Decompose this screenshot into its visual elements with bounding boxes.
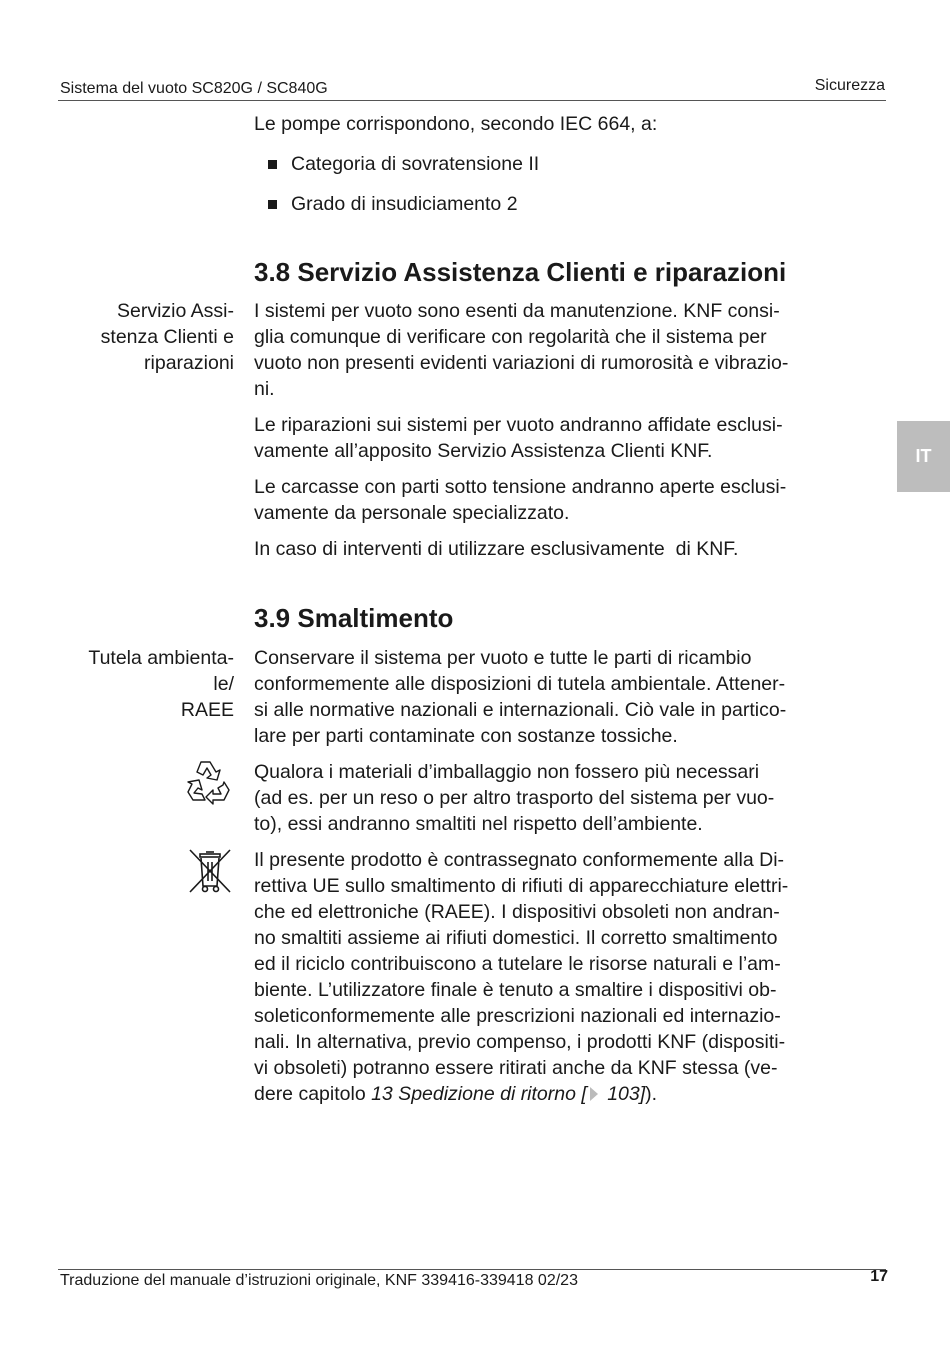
service-paragraphs xyxy=(254,298,879,572)
service-paragraph-3 xyxy=(254,474,879,526)
intro-text: Le pompe corrispondono, secondo IEC 664, a: xyxy=(254,113,658,135)
language-tab: IT xyxy=(897,421,950,492)
section-heading-service: 3.8 Servizio Assistenza Clienti e riparazioni xyxy=(254,257,787,287)
disposal-paragraph-2 xyxy=(254,759,879,837)
service-paragraph-4: In caso di interventi di utilizzare esclusivamente di KNF. xyxy=(254,538,739,560)
disposal-paragraph-1 xyxy=(254,645,879,749)
header-document-title: Sistema del vuoto SC820G / SC840G xyxy=(60,80,328,97)
text-line: Conservare il sistema per vuoto e tutte le parti di ricambio xyxy=(254,647,752,669)
text-line: nali. In alternativa, previo compenso, i prodotti KNF (dispositi- xyxy=(254,1031,786,1053)
text-line: Le carcasse con parti sotto tensione andranno aperte esclusi- xyxy=(254,476,787,498)
text-line: I sistemi per vuoto sono esenti da manutenzione. KNF consi- xyxy=(254,300,780,322)
bullet-item: Grado di insudiciamento 2 xyxy=(254,191,879,217)
cross-reference-link[interactable] xyxy=(371,1083,645,1105)
text-line: conformemente alle disposizioni di tutela ambientale. Attener- xyxy=(254,673,786,695)
disposal-paragraphs xyxy=(254,645,879,1117)
margin-label-line: Tutela ambienta- xyxy=(88,647,234,669)
text-line: (ad es. per un reso o per altro trasporto del sistema per vuo- xyxy=(254,787,775,809)
text-line: che ed elettroniche (RAEE). I dispositivi obsoleti non andran- xyxy=(254,901,780,923)
text-line: to), essi andranno smaltiti nel rispetto dell’ambiente. xyxy=(254,813,703,835)
text-line: soleticonformemente alle prescrizioni nazionali ed internazio- xyxy=(254,1005,781,1027)
margin-label-line: Servizio Assi- xyxy=(116,300,234,322)
margin-label-disposal xyxy=(34,645,234,723)
weee-crossed-bin-icon xyxy=(186,846,234,896)
text-line: dere capitolo xyxy=(254,1083,372,1105)
text-line: ). xyxy=(645,1083,658,1105)
margin-label-line: riparazioni xyxy=(144,352,234,374)
margin-label-line: le/ xyxy=(213,673,234,695)
text-line: no smaltiti assieme ai rifiuti domestici. Il corretto smaltimento xyxy=(254,927,778,949)
text-line: glia comunque di verificare con regolarità che il sistema per xyxy=(254,326,767,348)
recycling-icon xyxy=(183,758,235,808)
margin-label-service xyxy=(34,298,234,376)
text-line: si alle normative nazionali e internazionali. Ciò vale in partico- xyxy=(254,699,787,721)
intro-block xyxy=(254,111,879,217)
cross-reference-text: 13 Spedizione di ritorno [ xyxy=(371,1083,587,1105)
text-line: vamente da personale specializzato. xyxy=(254,502,570,524)
cross-reference-page: 103] xyxy=(601,1083,646,1105)
text-line: biente. L’utilizzatore finale è tenuto a smaltire i dispositivi ob- xyxy=(254,979,777,1001)
page-number: 17 xyxy=(870,1268,888,1285)
cross-reference-arrow-icon xyxy=(590,1087,598,1101)
footer-divider xyxy=(58,1269,886,1270)
text-line: Il presente prodotto è contrassegnato conformemente alla Di- xyxy=(254,849,785,871)
margin-label-line: RAEE xyxy=(180,699,234,721)
intro-bullet-list xyxy=(254,151,879,217)
text-line: vamente all’apposito Servizio Assistenza Clienti KNF. xyxy=(254,440,713,462)
service-paragraph-1 xyxy=(254,298,879,402)
text-line: Qualora i materiali d’imballaggio non fossero più necessari xyxy=(254,761,760,783)
header-divider xyxy=(58,100,886,101)
margin-label-line: stenza Clienti e xyxy=(100,326,234,348)
footer-document-info: Traduzione del manuale d’istruzioni originale, KNF 339416-339418 02/23 xyxy=(60,1272,578,1289)
text-line: Le riparazioni sui sistemi per vuoto andranno affidate esclusi- xyxy=(254,414,783,436)
text-line: rettiva UE sullo smaltimento di rifiuti di apparecchiature elettri- xyxy=(254,875,789,897)
text-line: lare per parti contaminate con sostanze tossiche. xyxy=(254,725,678,747)
text-line: vuoto non presenti evidenti variazioni di rumorosità e vibrazio- xyxy=(254,352,789,374)
header-chapter-title: Sicurezza xyxy=(814,77,885,94)
disposal-paragraph-3 xyxy=(254,847,879,1107)
text-line: ni. xyxy=(254,378,275,400)
service-paragraph-2 xyxy=(254,412,879,464)
bullet-item: Categoria di sovratensione II xyxy=(254,151,879,177)
section-heading-disposal: 3.9 Smaltimento xyxy=(254,603,454,633)
text-line: vi obsoleti) potranno essere ritirati anche da KNF stessa (ve- xyxy=(254,1057,778,1079)
text-line: ed il riciclo contribuiscono a tutelare le risorse naturali e l’am- xyxy=(254,953,781,975)
